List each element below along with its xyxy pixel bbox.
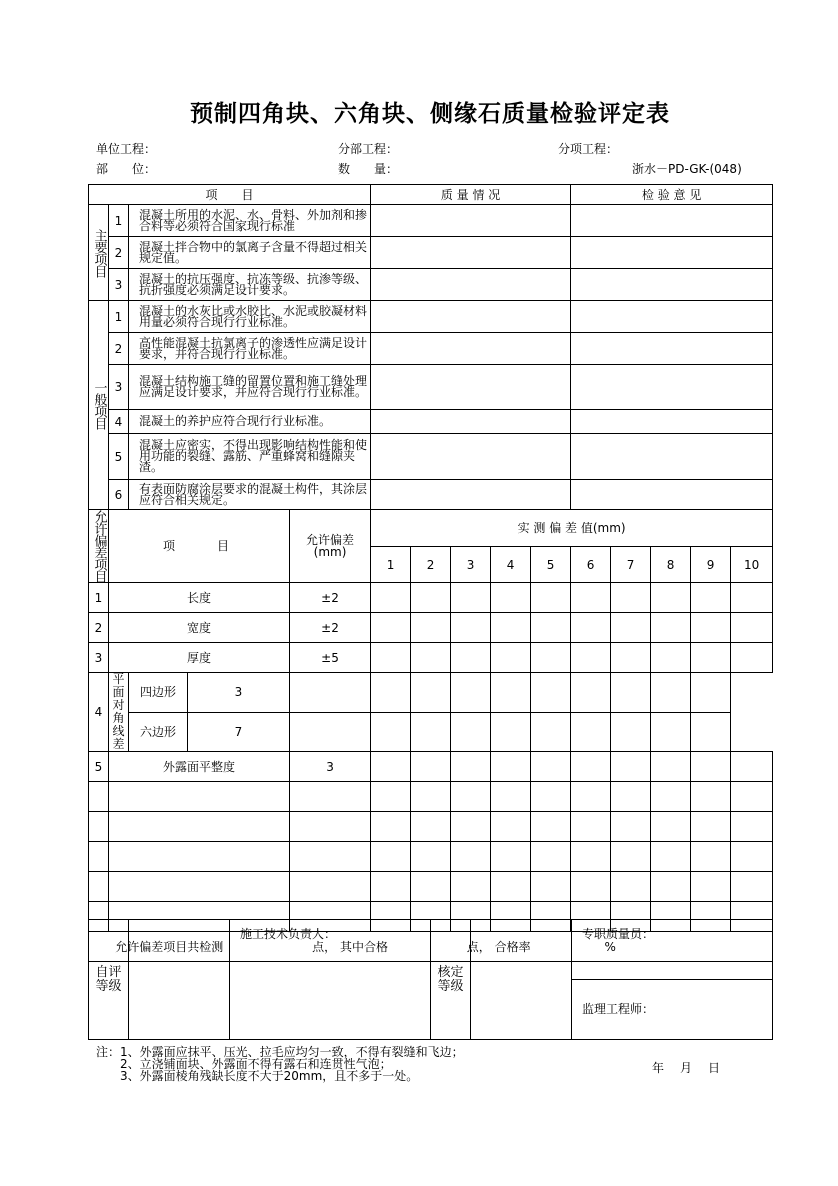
measured-value-field[interactable] <box>651 752 691 782</box>
measured-value-field[interactable] <box>611 872 651 902</box>
item-description: 有表面防腐涂层要求的混凝土构件，其涂层应符合相关规定。 <box>129 480 371 510</box>
note-1: 注：1、外露面应抹平、压光、拉毛应均匀一致，不得有裂缝和飞边； <box>96 1045 464 1059</box>
measured-value-field[interactable] <box>411 842 451 872</box>
measured-value-field[interactable] <box>531 752 571 782</box>
sign-table <box>88 919 773 1040</box>
measured-value-field[interactable] <box>611 782 651 812</box>
measured-value-field[interactable] <box>731 643 773 673</box>
table-row <box>89 752 773 782</box>
measured-value-field[interactable] <box>731 583 773 613</box>
summary-rate: 点， 合格率 <box>466 939 531 954</box>
quality-officer-field[interactable]: 专职质量员： <box>572 920 773 980</box>
item-number: 3 <box>109 269 129 301</box>
measured-value-field[interactable] <box>691 643 731 673</box>
item-name: 厚度 <box>109 643 290 673</box>
table-row <box>89 712 773 752</box>
measured-value-field[interactable] <box>731 613 773 643</box>
tolerance-value[interactable] <box>290 842 371 872</box>
item-project-label: 分项工程： <box>558 142 619 156</box>
measured-value-field[interactable] <box>571 782 611 812</box>
measured-value-field[interactable] <box>411 752 451 782</box>
measured-value-field[interactable] <box>611 613 651 643</box>
measured-value-field[interactable] <box>571 583 611 613</box>
table-row <box>89 205 773 237</box>
summary-total: 允许偏差项目共检测 <box>115 939 224 954</box>
item-number: 5 <box>109 434 129 480</box>
tolerance-value: 7 <box>188 712 290 752</box>
measured-value-field[interactable] <box>531 643 571 673</box>
item-number: 4 <box>89 673 109 752</box>
form-code: 浙水－PD-GK-(048) <box>632 162 742 176</box>
table-row <box>89 643 773 673</box>
measured-value-field[interactable] <box>731 842 773 872</box>
page-title: 预制四角块、六角块、侧缘石质量检验评定表 <box>190 101 670 127</box>
measured-value-field[interactable] <box>531 842 571 872</box>
measured-value-field[interactable] <box>290 712 371 752</box>
table-row <box>89 842 773 872</box>
item-name: 宽度 <box>109 613 290 643</box>
tech-lead-field[interactable]: 施工技术负责人： <box>230 920 431 1040</box>
item-number: 1 <box>89 583 109 613</box>
measured-value-field[interactable] <box>491 673 531 713</box>
measured-value-field[interactable] <box>491 583 531 613</box>
item-number <box>89 812 109 842</box>
measured-value-field[interactable] <box>531 812 571 842</box>
header-opinion: 检 验 意 见 <box>571 185 773 205</box>
opinion-field[interactable] <box>571 410 773 434</box>
verify-grade-label: 核定等级 <box>431 920 471 1040</box>
measured-value-field[interactable] <box>691 673 731 713</box>
measured-value-field[interactable] <box>651 782 691 812</box>
item-name: 外露面平整度 <box>109 752 290 782</box>
item-number <box>89 782 109 812</box>
point-header-8: 8 <box>651 547 691 583</box>
measured-value-field[interactable] <box>411 583 451 613</box>
point-header-7: 7 <box>611 547 651 583</box>
item-name[interactable] <box>109 812 290 842</box>
measured-value-field[interactable] <box>651 812 691 842</box>
item-number <box>89 872 109 902</box>
measured-value-field[interactable] <box>531 613 571 643</box>
opinion-field[interactable] <box>571 365 773 410</box>
item-group: 平面对角线差 <box>109 673 129 752</box>
measured-value-field[interactable] <box>491 613 531 643</box>
measured-value-field[interactable] <box>611 673 651 713</box>
tolerance-value: ±2 <box>290 613 371 643</box>
table-row <box>89 782 773 812</box>
measured-value-field[interactable] <box>371 842 411 872</box>
measured-value-field[interactable] <box>651 613 691 643</box>
summary-passed: 点， 其中合格 <box>312 939 388 954</box>
table-row <box>89 301 773 333</box>
opinion-field[interactable] <box>571 205 773 237</box>
measured-value-field[interactable] <box>491 782 531 812</box>
measured-value-field[interactable] <box>611 712 651 752</box>
measured-value-field[interactable] <box>411 613 451 643</box>
item-description: 高性能混凝土抗氯离子的渗透性应满足设计要求，并符合现行行业标准。 <box>129 333 371 365</box>
tolerance-value: ±5 <box>290 643 371 673</box>
measured-value-field[interactable] <box>651 872 691 902</box>
item-name[interactable] <box>109 842 290 872</box>
measured-value-field[interactable] <box>451 752 491 782</box>
measured-value-field[interactable] <box>611 583 651 613</box>
measured-value-field[interactable] <box>491 872 531 902</box>
table-row <box>89 269 773 301</box>
measured-value-field[interactable] <box>571 712 611 752</box>
notes <box>96 1046 464 1082</box>
measured-value-field[interactable] <box>491 842 531 872</box>
quality-field[interactable] <box>371 269 571 301</box>
measured-value-field[interactable] <box>371 583 411 613</box>
table-row <box>89 333 773 365</box>
table-row <box>89 434 773 480</box>
quality-field[interactable] <box>371 205 571 237</box>
opinion-field[interactable] <box>571 480 773 510</box>
item-description: 混凝土拌合物中的氯离子含量不得超过相关规定值。 <box>129 237 371 269</box>
measured-value-field[interactable] <box>691 583 731 613</box>
measured-value-field[interactable] <box>571 842 611 872</box>
opinion-field[interactable] <box>571 237 773 269</box>
item-number: 2 <box>109 333 129 365</box>
header-quality: 质 量 情 况 <box>371 185 571 205</box>
measured-value-field[interactable] <box>491 712 531 752</box>
main-section-label: 主要项目 <box>89 205 109 301</box>
point-header-1: 1 <box>371 547 411 583</box>
measured-value-field[interactable] <box>611 752 651 782</box>
measured-value-field[interactable] <box>691 752 731 782</box>
self-grade-field[interactable] <box>129 920 230 1040</box>
table-row <box>89 583 773 613</box>
measured-value-field[interactable] <box>491 643 531 673</box>
summary-percent: % <box>604 939 616 954</box>
quality-field[interactable] <box>371 333 571 365</box>
tolerance-value[interactable] <box>290 782 371 812</box>
table-row <box>89 872 773 902</box>
item-name[interactable] <box>109 872 290 902</box>
measured-value-field[interactable] <box>691 782 731 812</box>
measured-value-field[interactable] <box>491 812 531 842</box>
general-section-label: 一般项目 <box>89 301 109 510</box>
point-header-9: 9 <box>691 547 731 583</box>
measured-value-field[interactable] <box>531 673 571 713</box>
unit-project-label: 单位工程： <box>96 142 157 156</box>
measured-value-field[interactable] <box>691 842 731 872</box>
measured-value-field[interactable] <box>571 872 611 902</box>
measured-value-field[interactable] <box>691 812 731 842</box>
note-2: 2、立浇铺面块、外露面不得有露石和连贯性气泡； <box>96 1057 392 1071</box>
item-name[interactable] <box>109 782 290 812</box>
item-number: 5 <box>89 752 109 782</box>
measured-value-field[interactable] <box>691 613 731 643</box>
measured-value-field[interactable] <box>371 782 411 812</box>
tolerance-value[interactable] <box>290 872 371 902</box>
measured-value-field[interactable] <box>411 643 451 673</box>
quality-field[interactable] <box>371 410 571 434</box>
measured-value-field[interactable] <box>531 583 571 613</box>
measured-value-field[interactable] <box>371 673 411 713</box>
tolerance-value: 3 <box>290 752 371 782</box>
quantity-label: 数 量： <box>338 162 399 176</box>
supervisor-field[interactable]: 监理工程师： <box>572 980 773 1040</box>
measured-value-field[interactable] <box>451 613 491 643</box>
measured-value-field[interactable] <box>371 752 411 782</box>
measured-value-field[interactable] <box>731 872 773 902</box>
table-row <box>89 410 773 434</box>
quality-field[interactable] <box>371 434 571 480</box>
measured-value-field[interactable] <box>651 712 691 752</box>
measured-value-field[interactable] <box>491 752 531 782</box>
measured-value-field[interactable] <box>451 712 491 752</box>
measured-value-field[interactable] <box>451 812 491 842</box>
item-number: 3 <box>89 643 109 673</box>
item-name: 长度 <box>109 583 290 613</box>
deviation-label: 允许偏差项目 <box>89 510 109 583</box>
measured-value-field[interactable] <box>611 812 651 842</box>
measured-value-field[interactable] <box>411 782 451 812</box>
measured-value-field[interactable] <box>411 673 451 713</box>
item-description: 混凝土结构施工缝的留置位置和施工缝处理应满足设计要求，并应符合现行行业标准。 <box>129 365 371 410</box>
point-header-4: 4 <box>491 547 531 583</box>
deviation-item-header: 项 目 <box>109 510 290 583</box>
measured-value-field[interactable] <box>651 643 691 673</box>
measured-value-field[interactable] <box>571 673 611 713</box>
measured-value-field[interactable] <box>731 782 773 812</box>
date-label: 年 月 日 <box>652 1061 723 1075</box>
item-number: 6 <box>109 480 129 510</box>
measured-value-field[interactable] <box>371 812 411 842</box>
measured-value-field[interactable] <box>451 583 491 613</box>
measured-value-field[interactable] <box>611 643 651 673</box>
item-number: 1 <box>109 301 129 333</box>
opinion-field[interactable] <box>571 301 773 333</box>
measured-value-field[interactable] <box>451 782 491 812</box>
item-description: 混凝土所用的水泥、水、骨料、外加剂和掺合料等必须符合国家现行标准 <box>129 205 371 237</box>
item-number: 2 <box>89 613 109 643</box>
point-header-10: 10 <box>731 547 773 583</box>
measured-value-field[interactable] <box>371 613 411 643</box>
measured-value-field[interactable] <box>451 842 491 872</box>
point-header-6: 6 <box>571 547 611 583</box>
item-number <box>89 842 109 872</box>
measured-value-field[interactable] <box>571 812 611 842</box>
item-number: 2 <box>109 237 129 269</box>
item-description: 混凝土的水灰比或水胶比、水泥或胶凝材料用量必须符合现行行业标准。 <box>129 301 371 333</box>
measured-value-field[interactable] <box>411 872 451 902</box>
tolerance-value: 3 <box>188 673 290 713</box>
tolerance-value: ±2 <box>290 583 371 613</box>
header-item: 项 目 <box>89 185 371 205</box>
quality-field[interactable] <box>371 365 571 410</box>
table-row <box>89 480 773 510</box>
measured-value-field[interactable] <box>691 872 731 902</box>
measured-value-field[interactable] <box>651 583 691 613</box>
quality-field[interactable] <box>371 237 571 269</box>
item-number: 3 <box>109 365 129 410</box>
quality-field[interactable] <box>371 301 571 333</box>
item-number: 1 <box>109 205 129 237</box>
table-row <box>89 365 773 410</box>
point-header-2: 2 <box>411 547 451 583</box>
item-description: 混凝土应密实，不得出现影响结构性能和使用功能的裂缝、露筋、严重蜂窝和缝隙夹渣。 <box>129 434 371 480</box>
inspection-table <box>88 184 773 962</box>
measured-value-field[interactable] <box>531 712 571 752</box>
measured-value-field[interactable] <box>571 613 611 643</box>
tolerance-value[interactable] <box>290 812 371 842</box>
quality-field[interactable] <box>371 480 571 510</box>
point-header-3: 3 <box>451 547 491 583</box>
measured-value-field[interactable] <box>371 872 411 902</box>
measured-value-field[interactable] <box>371 643 411 673</box>
item-description: 混凝土的养护应符合现行行业标准。 <box>129 410 371 434</box>
item-description: 混凝土的抗压强度、抗冻等级、抗渗等级、抗折强度必须满足设计要求。 <box>129 269 371 301</box>
measured-value-field[interactable] <box>571 752 611 782</box>
item-name: 四边形 <box>129 673 188 713</box>
opinion-field[interactable] <box>571 269 773 301</box>
measured-value-field[interactable] <box>411 712 451 752</box>
measured-header: 实 测 偏 差 值(mm) <box>371 510 773 547</box>
measured-value-field[interactable] <box>571 643 611 673</box>
measured-value-field[interactable] <box>451 872 491 902</box>
measured-value-field[interactable] <box>451 673 491 713</box>
measured-value-field[interactable] <box>531 782 571 812</box>
measured-value-field[interactable] <box>451 643 491 673</box>
verify-grade-field[interactable] <box>471 920 572 1040</box>
opinion-field[interactable] <box>571 333 773 365</box>
note-3: 3、外露面棱角残缺长度不大于20mm，且不多于一处。 <box>96 1069 419 1083</box>
self-grade-label: 自评等级 <box>89 920 129 1040</box>
item-name: 六边形 <box>129 712 188 752</box>
measured-value-field[interactable] <box>691 712 731 752</box>
measured-value-field[interactable] <box>411 812 451 842</box>
item-number: 4 <box>109 410 129 434</box>
measured-value-field[interactable] <box>731 752 773 782</box>
measured-value-field[interactable] <box>290 673 371 713</box>
measured-value-field[interactable] <box>371 712 411 752</box>
measured-value-field[interactable] <box>651 842 691 872</box>
measured-value-field[interactable] <box>651 673 691 713</box>
measured-value-field[interactable] <box>731 812 773 842</box>
opinion-field[interactable] <box>571 434 773 480</box>
table-row <box>89 237 773 269</box>
table-row <box>89 613 773 643</box>
tolerance-header: 允许偏差(mm) <box>290 510 371 583</box>
table-row <box>89 673 773 713</box>
point-header-5: 5 <box>531 547 571 583</box>
table-row <box>89 812 773 842</box>
division-project-label: 分部工程： <box>338 142 399 156</box>
measured-value-field[interactable] <box>611 842 651 872</box>
location-label: 部 位： <box>96 162 157 176</box>
measured-value-field[interactable] <box>531 872 571 902</box>
